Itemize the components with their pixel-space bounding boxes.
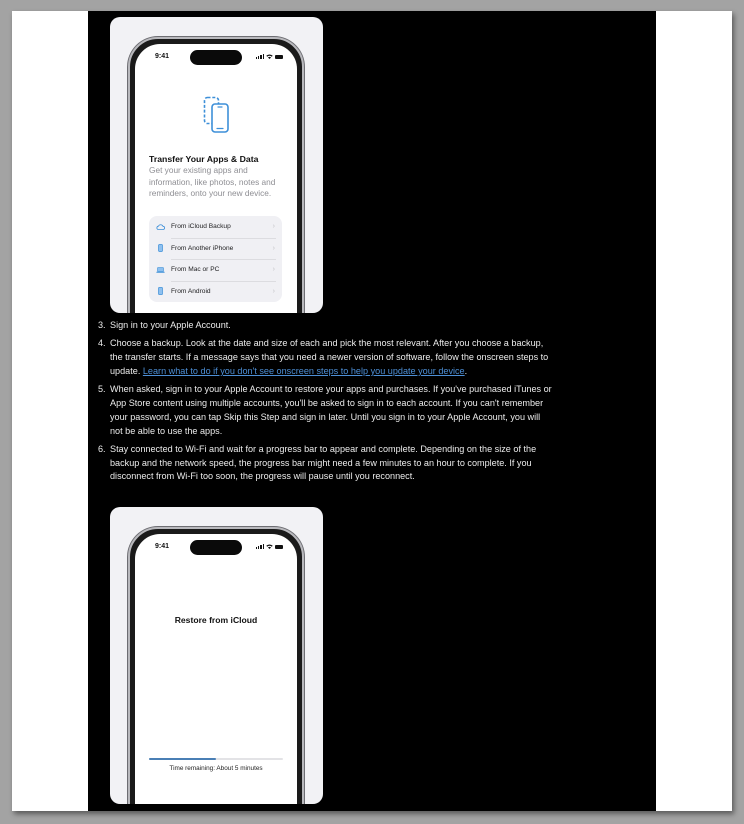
restore-screenshot-card	[110, 507, 323, 804]
wifi-icon	[266, 54, 273, 59]
battery-icon	[275, 55, 283, 59]
step-number: 5.	[98, 384, 106, 395]
restore-title: Restore from iCloud	[174, 615, 258, 625]
option-icloud-backup	[149, 216, 282, 238]
option-mac-or-pc	[149, 259, 282, 281]
step-number: 3.	[98, 320, 106, 330]
chevron-right-icon: ›	[272, 223, 275, 231]
signal-icon	[256, 54, 264, 59]
wifi-icon	[266, 544, 273, 549]
progress-fill	[149, 758, 216, 760]
step-item	[98, 383, 553, 438]
update-help-link[interactable]: Learn what to do if you don't see onscreen steps to help you update your device	[142, 365, 465, 376]
status-bar	[135, 534, 297, 560]
status-time: 9:41	[155, 53, 170, 60]
option-label: From Mac or PC	[171, 266, 220, 274]
status-time: 9:41	[155, 543, 170, 550]
restore-progress-bar	[149, 758, 283, 760]
option-label: From Another iPhone	[171, 244, 234, 252]
transfer-screenshot-card	[110, 17, 323, 313]
document-page	[12, 11, 732, 811]
status-bar	[135, 44, 297, 70]
option-label: From Android	[171, 287, 211, 295]
chevron-right-icon: ›	[272, 287, 275, 295]
iphone-frame	[128, 527, 304, 804]
android-phone-icon	[158, 287, 163, 295]
signal-icon	[256, 544, 264, 549]
iphone-frame	[128, 37, 304, 313]
iphone-icon	[158, 244, 163, 252]
iphone-screen	[135, 44, 297, 313]
restore-steps-list	[98, 319, 553, 489]
transfer-title: Transfer Your Apps & Data	[149, 154, 259, 164]
iphone-screen	[135, 534, 297, 804]
step-text: When asked, sign in to your Apple Account to restore your apps and purchases. If you've purchased iTunes or App Store content using multiple accounts, you'll be asked to sign in to each account. If you can't remember your password, you can tap Skip this Step and sign in later. Until you sign in to your Apple Account, you will not be able to use the apps.	[110, 384, 552, 436]
transfer-options-list	[149, 216, 282, 302]
status-icons	[256, 544, 283, 549]
two-phones-transfer-icon	[203, 96, 231, 134]
step-text: Stay connected to Wi-Fi and wait for a progress bar to appear and complete. Depending on the size of the backup and the network speed, the progress bar might need a few minutes to an hour to complete. If you disconnect from Wi-Fi too soon, the progress will pause until you reconnect.	[110, 443, 537, 482]
dynamic-island	[190, 50, 242, 65]
chevron-right-icon: ›	[272, 266, 275, 274]
cloud-icon	[156, 224, 165, 230]
option-label: From iCloud Backup	[171, 223, 231, 231]
step-item	[98, 443, 553, 484]
step-text-after: .	[464, 365, 468, 376]
time-remaining-label: Time remaining: About 5 minutes	[169, 765, 263, 772]
laptop-icon	[156, 267, 165, 273]
battery-icon	[275, 545, 283, 549]
status-icons	[256, 54, 283, 59]
step-item	[98, 319, 553, 333]
article-content	[88, 11, 656, 811]
transfer-description: Get your existing apps and information, like photos, notes and reminders, onto your new device.	[149, 165, 276, 198]
step-item	[98, 337, 553, 378]
step-number: 4.	[98, 338, 106, 349]
dynamic-island	[190, 540, 242, 555]
step-number: 6.	[98, 443, 106, 454]
option-android	[149, 281, 282, 303]
chevron-right-icon: ›	[272, 244, 275, 252]
step-text: Sign in to your Apple Account.	[110, 320, 231, 330]
step-text: Choose a backup. Look at the date and size of each and pick the most relevant. After you choose a backup, the transfer starts. If a message says that you need a newer version of software, follow the onscreen steps to update.	[110, 338, 549, 376]
option-another-iphone	[149, 238, 282, 260]
